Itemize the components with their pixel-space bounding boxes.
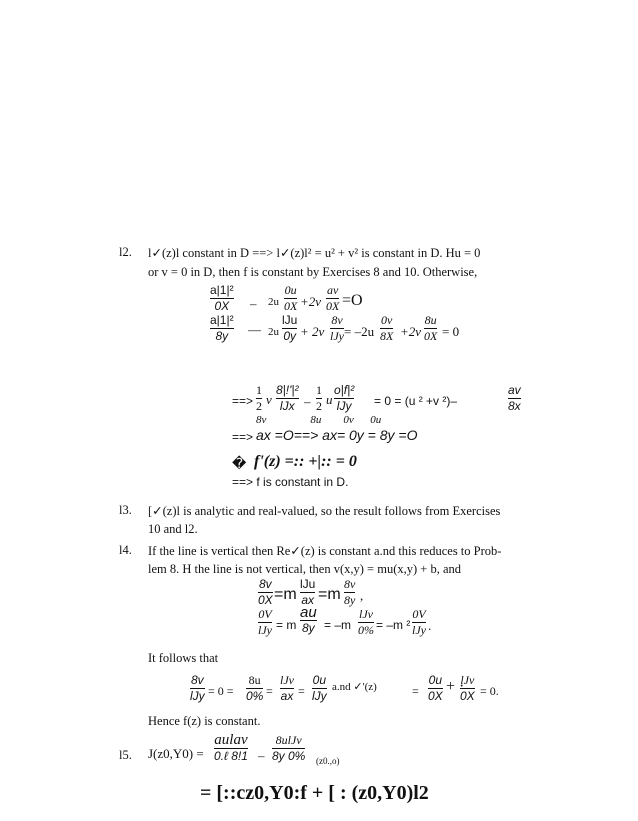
expression: f'(z) =:: +|:: = 0 bbox=[254, 453, 357, 470]
exercise-14-number: l4. bbox=[119, 543, 132, 557]
fraction: 0V lJy bbox=[258, 607, 272, 637]
fraction: lJu ax bbox=[300, 577, 316, 607]
operator: = bbox=[266, 684, 273, 698]
operator: = –m bbox=[324, 618, 352, 632]
fraction: lJv 0X bbox=[460, 673, 475, 703]
fraction: 8ulJv 8y 0% bbox=[272, 733, 306, 763]
operator: – bbox=[258, 748, 265, 763]
fraction: 0u 0X bbox=[428, 673, 443, 703]
exercise-12-line-2: or v = 0 in D, then f is constant by Exercises 8 and 10. Otherwise, bbox=[148, 265, 478, 279]
operator: =m bbox=[318, 586, 341, 603]
fraction: 0u lJy bbox=[312, 673, 327, 703]
operator: +2v bbox=[400, 324, 422, 339]
fraction: a|1|² 0X bbox=[210, 283, 234, 313]
variable: u bbox=[326, 392, 333, 407]
exercise-14-hence: Hence f(z) is constant. bbox=[148, 714, 261, 728]
exercise-15-lhs: J(z0,Y0) = bbox=[148, 746, 204, 761]
punctuation: . bbox=[428, 618, 432, 633]
operator: = 0 = bbox=[208, 684, 234, 698]
exercise-13-line-2: 10 and l2. bbox=[148, 522, 198, 536]
fraction: 0v 8X bbox=[380, 313, 394, 343]
implies-arrow: ==> bbox=[232, 394, 254, 408]
operator: = bbox=[298, 684, 305, 698]
fraction: 1 2 bbox=[256, 383, 262, 413]
fraction: lJu 0y bbox=[282, 313, 298, 343]
exercise-14-line-1: If the line is vertical then Re✓(z) is constant a.nd this reduces to Prob- bbox=[148, 544, 502, 558]
fraction: 8v lJy bbox=[330, 313, 344, 343]
fraction: 8u 0% bbox=[246, 673, 264, 703]
operator: — bbox=[248, 322, 261, 337]
equals-zero: = 0 bbox=[442, 324, 460, 339]
exercise-14-line-2: lem 8. H the line is not vertical, then v(x,y) = mu(x,y) + b, and bbox=[148, 562, 461, 576]
exercise-15-number: l5. bbox=[119, 748, 132, 762]
exercise-12-conclusion: ==> f is constant in D. bbox=[232, 475, 349, 489]
implies-glyph: � bbox=[232, 455, 247, 471]
coefficient: 2u bbox=[268, 326, 279, 338]
operator: – bbox=[250, 296, 257, 311]
operator: +2v bbox=[300, 294, 322, 309]
equals-zero: = 0. bbox=[480, 684, 499, 698]
operator: – bbox=[304, 394, 311, 409]
equals-zero: =O bbox=[342, 292, 363, 309]
fraction: lJv 0% bbox=[358, 607, 374, 637]
numerators: 8v 8u 0v 0u bbox=[256, 414, 382, 426]
fraction: 0u 0X bbox=[284, 283, 298, 313]
fraction: av 0X bbox=[326, 283, 340, 313]
exercise-12-number: l2. bbox=[119, 245, 132, 259]
subscript: (z0.,o) bbox=[316, 756, 340, 766]
expression: ax =O==> ax= 0y = 8y =O bbox=[256, 427, 418, 443]
operator: = –2u bbox=[344, 324, 375, 339]
exercise-13-line-1: [✓(z)l is analytic and real-valued, so the result follows from Exercises bbox=[148, 504, 501, 518]
fraction: 1 2 bbox=[316, 383, 322, 413]
fraction: lJv ax bbox=[280, 673, 294, 703]
exercise-13-number: l3. bbox=[119, 503, 132, 517]
exercise-14-it-follows: It follows that bbox=[148, 651, 219, 665]
operator: + · bbox=[446, 678, 465, 695]
fraction: 8u 0X bbox=[424, 313, 438, 343]
punctuation: , bbox=[360, 588, 364, 603]
exercise-12-line-1: l✓(z)l constant in D ==> l✓(z)l² = u² + v² is constant in D. Hu = 0 bbox=[148, 246, 481, 260]
operator: + 2v bbox=[300, 324, 325, 339]
operator: = m bbox=[276, 618, 297, 632]
implies-arrow: ==> bbox=[232, 430, 254, 444]
fraction: au 8y bbox=[300, 604, 317, 635]
variable: v bbox=[266, 392, 272, 407]
expression: a.nd ✓'(z) bbox=[332, 681, 377, 693]
exercise-15-line-2: = [::cz0,Y0:f + [ : (z0,Y0)l2 bbox=[200, 782, 429, 804]
fraction: av 8x bbox=[508, 383, 521, 413]
coefficient: 2u bbox=[268, 296, 279, 308]
expression: = 0 = (u ² +v ²)– bbox=[374, 394, 458, 408]
fraction: a|1|² 8y bbox=[210, 313, 234, 343]
fraction: 0V lJy bbox=[412, 607, 426, 637]
fraction: 8v lJy bbox=[190, 673, 205, 703]
fraction: aulav 0.ℓ 8!1 bbox=[214, 732, 248, 763]
operator: = bbox=[412, 684, 419, 698]
fraction: 8|!'|² lJx bbox=[276, 383, 299, 413]
fraction: o|f|² lJy bbox=[334, 383, 355, 413]
fraction: 8v 8y bbox=[344, 577, 356, 607]
operator: = –m ² bbox=[376, 618, 411, 632]
fraction: 8v 0X bbox=[258, 577, 273, 607]
operator: =m bbox=[274, 586, 297, 603]
